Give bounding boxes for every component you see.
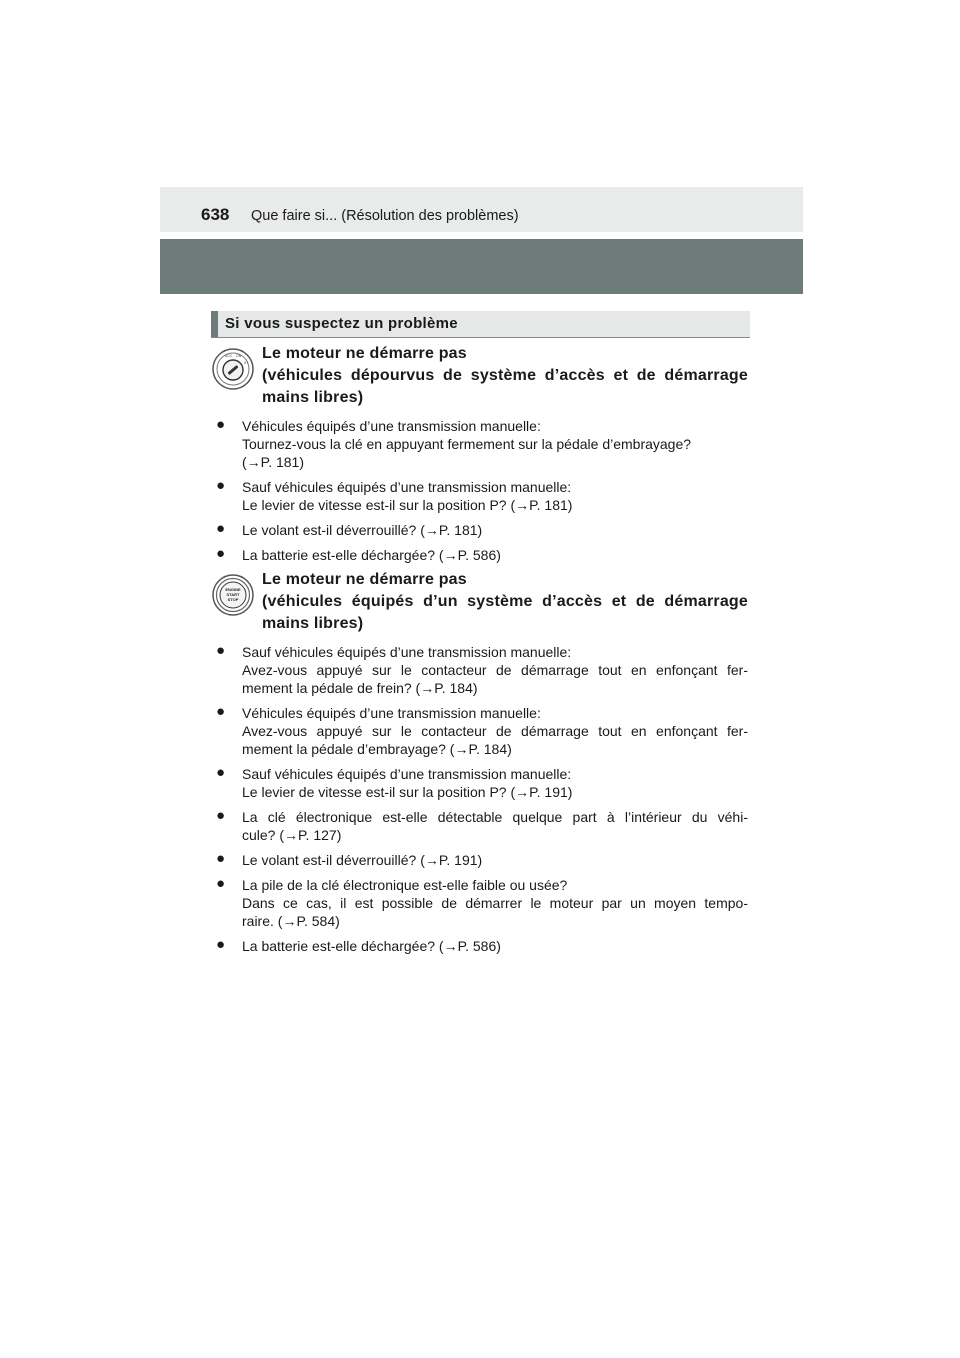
list-item: ● La batterie est-elle déchargée? (→P. 586) — [216, 936, 501, 954]
bullet-icon: ● — [216, 545, 226, 562]
list-item: ● Sauf véhicules équipés d’une transmission manuelle: Le levier de vitesse est-il sur la position P? (→P. 181) — [216, 477, 573, 513]
topic-smart-start — [212, 569, 748, 962]
bullet-icon: ● — [216, 703, 226, 720]
subheading-accent — [211, 311, 218, 337]
svg-text:ST: ST — [244, 361, 249, 365]
item-list — [212, 643, 748, 955]
topic-heading: Le moteur ne démarre pas (véhicules équipés d’un système d’accès et de démarrage mains libres) — [262, 571, 748, 632]
list-item: ● Véhicules équipés d’une transmission manuelle: Avez-vous appuyé sur le contacteur de démarrage tout en enfonçant fer- mement la pédale d’embrayage? (→P. 184) — [216, 703, 748, 757]
subheading-text: Si vous suspectez un problème — [225, 315, 458, 332]
list-item: ● Le volant est-il déverrouillé? (→P. 181) — [216, 520, 483, 538]
list-item: ● Sauf véhicules équipés d’une transmission manuelle: Le levier de vitesse est-il sur la position P? (→P. 191) — [216, 764, 573, 800]
topic-key-start — [212, 343, 748, 571]
item-list — [212, 417, 748, 564]
list-item: ● Le volant est-il déverrouillé? (→P. 191) — [216, 850, 483, 868]
svg-text:ON: ON — [236, 354, 242, 358]
page-number: 638 — [201, 205, 230, 224]
engine-start-stop-button-icon — [212, 574, 254, 616]
svg-text:START: START — [226, 592, 240, 597]
svg-text:ACC: ACC — [225, 354, 233, 358]
bullet-icon: ● — [216, 477, 226, 494]
svg-text:STOP: STOP — [227, 597, 239, 602]
list-item: ● Véhicules équipés d’une transmission manuelle: Tournez-vous la clé en appuyant fermement sur la pédale d’embrayage? (→P. 181) — [216, 416, 692, 470]
list-item: ● Sauf véhicules équipés d’une transmission manuelle: Avez-vous appuyé sur le contacteur de démarrage tout en enfonçant fer- mement la pédale de frein? (→P. 184) — [216, 642, 748, 696]
bullet-icon: ● — [216, 642, 226, 659]
header-band — [160, 239, 803, 294]
bullet-icon: ● — [216, 807, 226, 824]
bullet-icon: ● — [216, 875, 226, 892]
svg-text:ENGINE: ENGINE — [225, 587, 241, 592]
bullet-icon: ● — [216, 520, 226, 537]
topic-heading: Le moteur ne démarre pas (véhicules dépourvus de système d’accès et de démarrage mains libres) — [262, 345, 748, 406]
bullet-icon: ● — [216, 764, 226, 781]
bullet-icon: ● — [216, 850, 226, 867]
bullet-icon: ● — [216, 936, 226, 953]
list-item: ● La batterie est-elle déchargée? (→P. 586) — [216, 545, 501, 563]
list-item: ● La pile de la clé électronique est-elle faible ou usée? Dans ce cas, il est possible de démarrer le moteur par un moyen tempo- raire. (→P. 584) — [216, 875, 748, 929]
bullet-icon: ● — [216, 416, 226, 433]
key-ignition-icon — [212, 348, 254, 390]
section-title: Que faire si... (Résolution des problèmes) — [251, 208, 519, 224]
subheading — [211, 311, 750, 338]
list-item: ● La clé électronique est-elle détectable quelque part à l’intérieur du véhi- cule? (→P. 127) — [216, 807, 748, 843]
